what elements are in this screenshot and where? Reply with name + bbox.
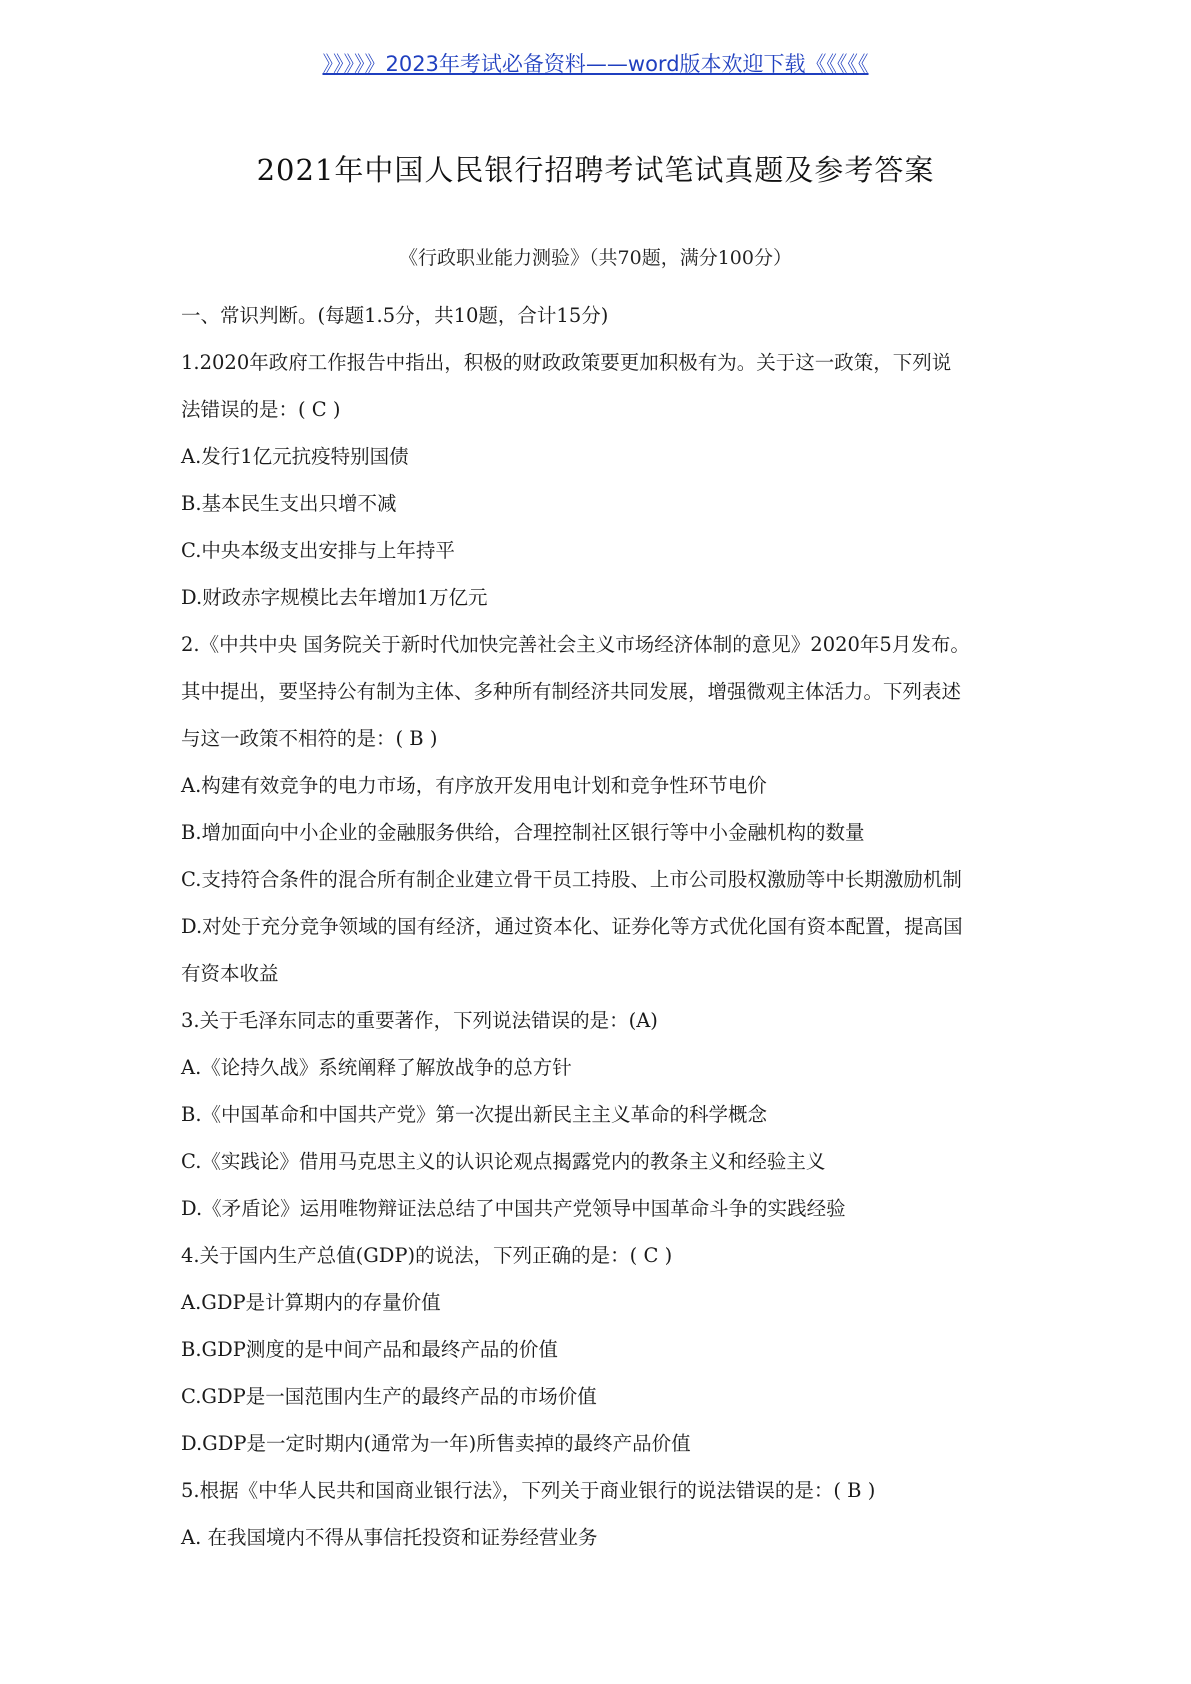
question-2-option-d: D.对处于充分竞争领域的国有经济，通过资本化、证券化等方式优化国有资本配置，提高国	[181, 915, 963, 938]
question-1-option-b: B.基本民生支出只增不减	[181, 492, 397, 515]
document-title: 2021年中国人民银行招聘考试笔试真题及参考答案	[256, 153, 935, 187]
question-4-stem: 4.关于国内生产总值(GDP)的说法，下列正确的是：( C )	[181, 1244, 673, 1267]
download-banner-link[interactable]: 》》》》》2023年考试必备资料——word版本欢迎下载《《《《《	[322, 52, 869, 76]
document-subtitle: 《行政职业能力测验》（共70题，满分100分）	[399, 247, 792, 269]
question-3-option-a: A.《论持久战》系统阐释了解放战争的总方针	[181, 1056, 572, 1079]
question-2-option-c: C.支持符合条件的混合所有制企业建立骨干员工持股、上市公司股权激励等中长期激励机制	[181, 868, 962, 891]
question-5-stem: 5.根据《中华人民共和国商业银行法》，下列关于商业银行的说法错误的是：( B )	[181, 1479, 876, 1502]
question-2-option-a: A.构建有效竞争的电力市场，有序放开发用电计划和竞争性环节电价	[181, 774, 767, 797]
question-3-option-d: D.《矛盾论》运用唯物辩证法总结了中国共产党领导中国革命斗争的实践经验	[181, 1197, 846, 1220]
question-2-stem: 2.《中共中央 国务院关于新时代加快完善社会主义市场经济体制的意见》2020年5月发布。	[181, 633, 970, 656]
question-1-stem: 1.2020年政府工作报告中指出，积极的财政政策要更加积极有为。关于这一政策，下列说	[181, 351, 952, 374]
document-body	[181, 292, 1021, 1561]
question-5-option-a: A. 在我国境内不得从事信托投资和证券经营业务	[181, 1526, 598, 1549]
question-4-option-a: A.GDP是计算期内的存量价值	[181, 1291, 441, 1314]
question-3-stem: 3.关于毛泽东同志的重要著作，下列说法错误的是：(A)	[181, 1009, 658, 1032]
question-3-option-b: B.《中国革命和中国共产党》第一次提出新民主主义革命的科学概念	[181, 1103, 768, 1126]
question-1-option-d: D.财政赤字规模比去年增加1万亿元	[181, 586, 488, 609]
question-4-option-b: B.GDP测度的是中间产品和最终产品的价值	[181, 1338, 558, 1361]
question-3-option-c: C.《实践论》借用马克思主义的认识论观点揭露党内的教条主义和经验主义	[181, 1150, 826, 1173]
question-1-option-c: C.中央本级支出安排与上年持平	[181, 539, 455, 562]
question-2-stem-cont: 与这一政策不相符的是：( B )	[181, 727, 438, 750]
question-2-stem-cont: 其中提出，要坚持公有制为主体、多种所有制经济共同发展，增强微观主体活力。下列表述	[181, 680, 962, 703]
question-2-option-b: B.增加面向中小企业的金融服务供给，合理控制社区银行等中小金融机构的数量	[181, 821, 865, 844]
question-1-stem-cont: 法错误的是：( C )	[181, 398, 341, 421]
question-4-option-c: C.GDP是一国范围内生产的最终产品的市场价值	[181, 1385, 597, 1408]
question-2-option-d-cont: 有资本收益	[181, 962, 279, 985]
question-4-option-d: D.GDP是一定时期内(通常为一年)所售卖掉的最终产品价值	[181, 1432, 691, 1455]
section-heading: 一、常识判断。(每题1.5分，共10题，合计15分)	[181, 304, 609, 327]
question-1-option-a: A.发行1亿元抗疫特别国债	[181, 445, 409, 468]
